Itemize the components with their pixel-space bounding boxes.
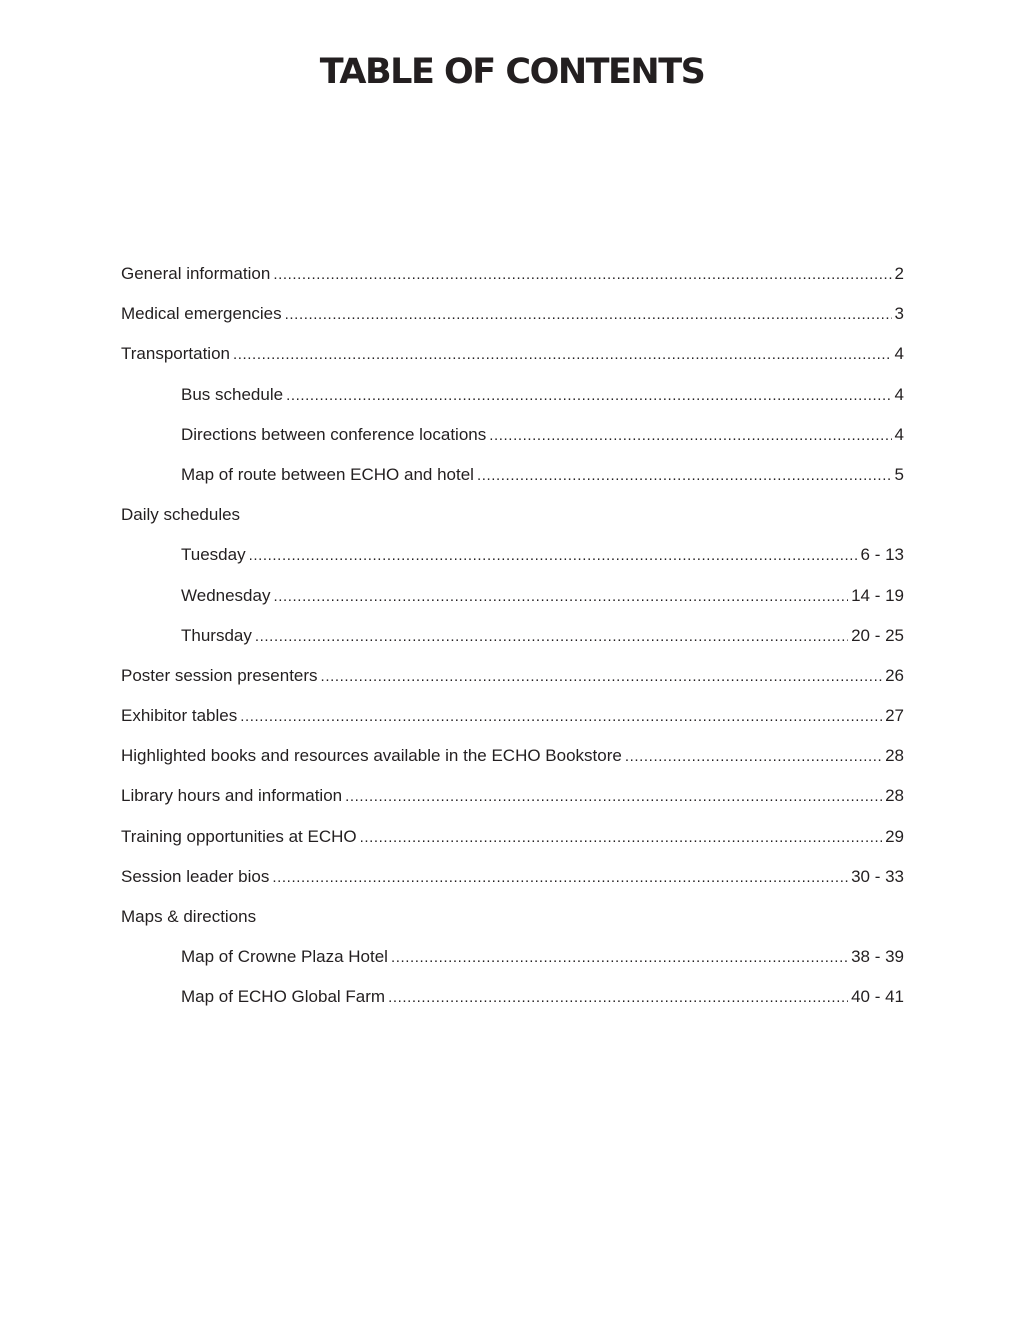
toc-entry-page: 28 [885,786,904,806]
toc-entry-page: 3 [894,304,904,324]
toc-entry [121,541,904,581]
toc-entry-page: 2 [894,264,904,283]
toc-entry-label: Exhibitor tables [121,706,238,726]
toc-entry [121,943,904,983]
toc-entry [121,582,904,622]
toc-entry [121,461,904,501]
toc-entry-label: Training opportunities at ECHO [121,826,357,846]
toc-dot-leader [233,341,892,369]
toc-dot-leader [240,703,882,731]
toc-dot-leader [255,623,848,651]
toc-dot-leader [477,462,892,490]
toc-dot-leader [345,783,882,811]
toc-entry-label: Poster session presenters [121,665,318,685]
toc-dot-leader [489,422,891,450]
toc-dot-leader [273,261,891,289]
toc-entry-label: Tuesday [181,545,246,565]
toc-entry [121,662,904,702]
toc-entry-label: Map of ECHO Global Farm [181,987,386,1007]
toc-dot-leader [321,663,883,691]
toc-entry-label: Bus schedule [181,384,284,404]
toc-entry-label: Medical emergencies [121,304,282,324]
toc-dot-leader [391,944,848,972]
toc-entry-page: 6 - 13 [860,545,904,565]
toc-entry [121,863,904,903]
toc-entry-label: Highlighted books and resources available in the ECHO Bookstore [121,746,622,766]
toc-entry [121,782,904,822]
toc-dot-leader [272,864,848,892]
toc-entry-page: 29 [885,826,904,846]
toc-entry [121,260,904,300]
toc-dot-leader [360,824,882,852]
page-title: TABLE OF CONTENTS [319,52,705,92]
toc-entry [121,742,904,782]
toc-entry-label: Library hours and information [121,786,343,806]
toc-entry [121,823,904,863]
toc-entry-page: 26 [885,665,904,685]
toc-entry-label: Map of route between ECHO and hotel [181,464,474,484]
toc-dot-leader [273,583,848,611]
toc-entry-page: 28 [885,746,904,766]
toc-entry-page: 38 - 39 [851,947,904,967]
toc-dot-leader [625,743,882,771]
toc-dot-leader [286,382,891,410]
toc-dot-leader [388,984,848,1012]
toc-entry [121,983,904,1023]
toc-entry [121,702,904,742]
toc-entry-page: 4 [894,424,904,444]
toc-entry [121,381,904,421]
toc-entry [121,421,904,461]
toc-entry-label: Transportation [121,344,230,364]
toc-entry-page: 27 [885,706,904,726]
toc-entry-page: 40 - 41 [851,987,904,1007]
toc-entry-label: Map of Crowne Plaza Hotel [181,947,388,967]
toc-entry-page: 4 [894,384,904,404]
toc-entry-page: 4 [894,344,904,364]
toc-list [121,260,904,1024]
toc-entry [121,903,904,943]
toc-dot-leader [285,301,892,329]
toc-entry [121,501,904,541]
toc-entry [121,300,904,340]
toc-entry-page: 30 - 33 [851,866,904,886]
toc-entry [121,622,904,662]
toc-dot-leader [249,542,858,570]
toc-entry-page: 14 - 19 [851,585,904,605]
toc-entry-label: Maps & directions [121,907,257,926]
toc-entry-page: 20 - 25 [851,625,904,645]
toc-entry-label: General information [121,264,271,283]
toc-entry-page: 5 [894,464,904,484]
toc-entry-label: Directions between conference locations [181,424,487,444]
toc-entry [121,340,904,380]
toc-entry-label: Session leader bios [121,866,270,886]
toc-entry-label: Daily schedules [121,505,241,525]
toc-entry-label: Thursday [181,625,252,645]
toc-entry-label: Wednesday [181,585,271,605]
